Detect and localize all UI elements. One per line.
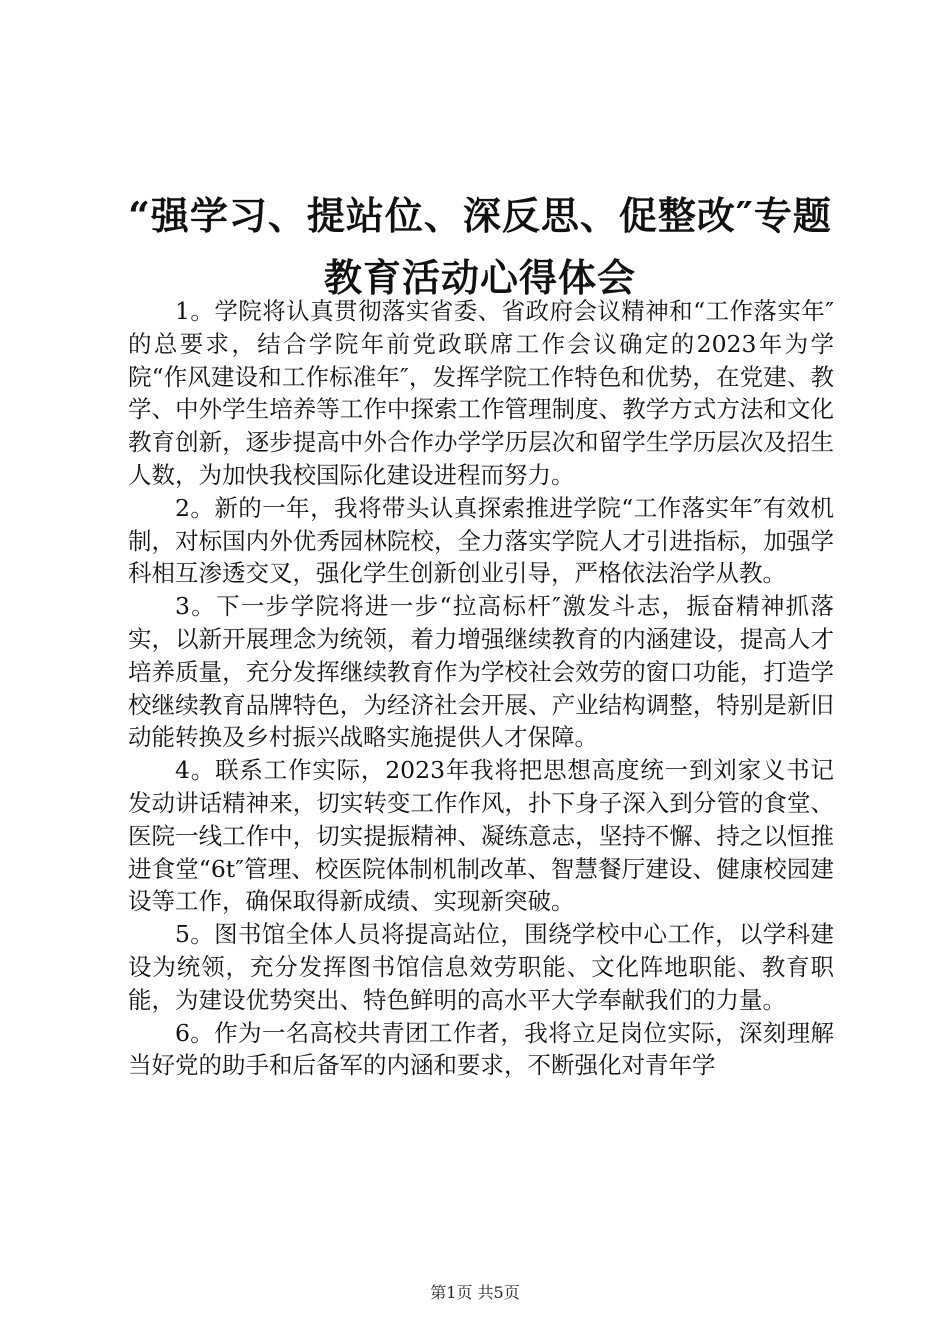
paragraph-4: 4。联系工作实际，2023年我将把思想高度统一到刘家义书记发动讲话精神来，切实转变工作作风，扑下身子深入到分管的食堂、医院一线工作中，切实提振精神、凝练意志，坚持不懈、持之以恒推进食堂“6t″管理、校医院体制机制改革、智慧餐厅建设、健康校园建设等工作，确保取得新成绩、实现新突破。 bbox=[128, 756, 834, 916]
page-footer: 第1页 共5页 bbox=[430, 1283, 520, 1302]
paragraph-3: 3。下一步学院将进一步“拉高标杆″激发斗志，振奋精神抓落实，以新开展理念为统领，着力增强继续教育的内涵建设，提高人才培养质量，充分发挥继续教育作为学校社会效劳的窗口功能，打造学校继续教育品牌特色，为经济社会开展、产业结构调整，特别是新旧动能转换及乡村振兴战略实施提供人才保障。 bbox=[128, 592, 834, 752]
document-body bbox=[128, 295, 834, 1082]
paragraph-2: 2。新的一年，我将带头认真探索推进学院“工作落实年″有效机制，对标国内外优秀园林院校，全力落实学院人才引进指标，加强学科相互渗透交叉，强化学生创新创业引导，严格依法治学从教。 bbox=[128, 493, 834, 588]
paragraph-5: 5。图书馆全体人员将提高站位，围绕学校中心工作，以学科建设为统领，充分发挥图书馆信息效劳职能、文化阵地职能、教育职能，为建设优势突出、特色鲜明的高水平大学奉献我们的力量。 bbox=[128, 920, 834, 1014]
document-title: “强学习、提站位、深反思、促整改″专题教育活动心得体会 bbox=[128, 193, 832, 301]
paragraph-1: 1。学院将认真贯彻落实省委、省政府会议精神和“工作落实年″的总要求，结合学院年前党政联席工作会议确定的2023年为学院“作风建设和工作标准年″，发挥学院工作特色和优势，在党建、教学、中外学生培养等工作中探索工作管理制度、教学方式方法和文化教育创新，逐步提高中外合作办学学历层次和留学生学历层次及招生人数，为加快我校国际化建设进程而努力。 bbox=[128, 297, 834, 489]
paragraph-6: 6。作为一名高校共青团工作者，我将立足岗位实际，深刻理解当好党的助手和后备军的内涵和要求，不断强化对青年学 bbox=[128, 1018, 834, 1080]
